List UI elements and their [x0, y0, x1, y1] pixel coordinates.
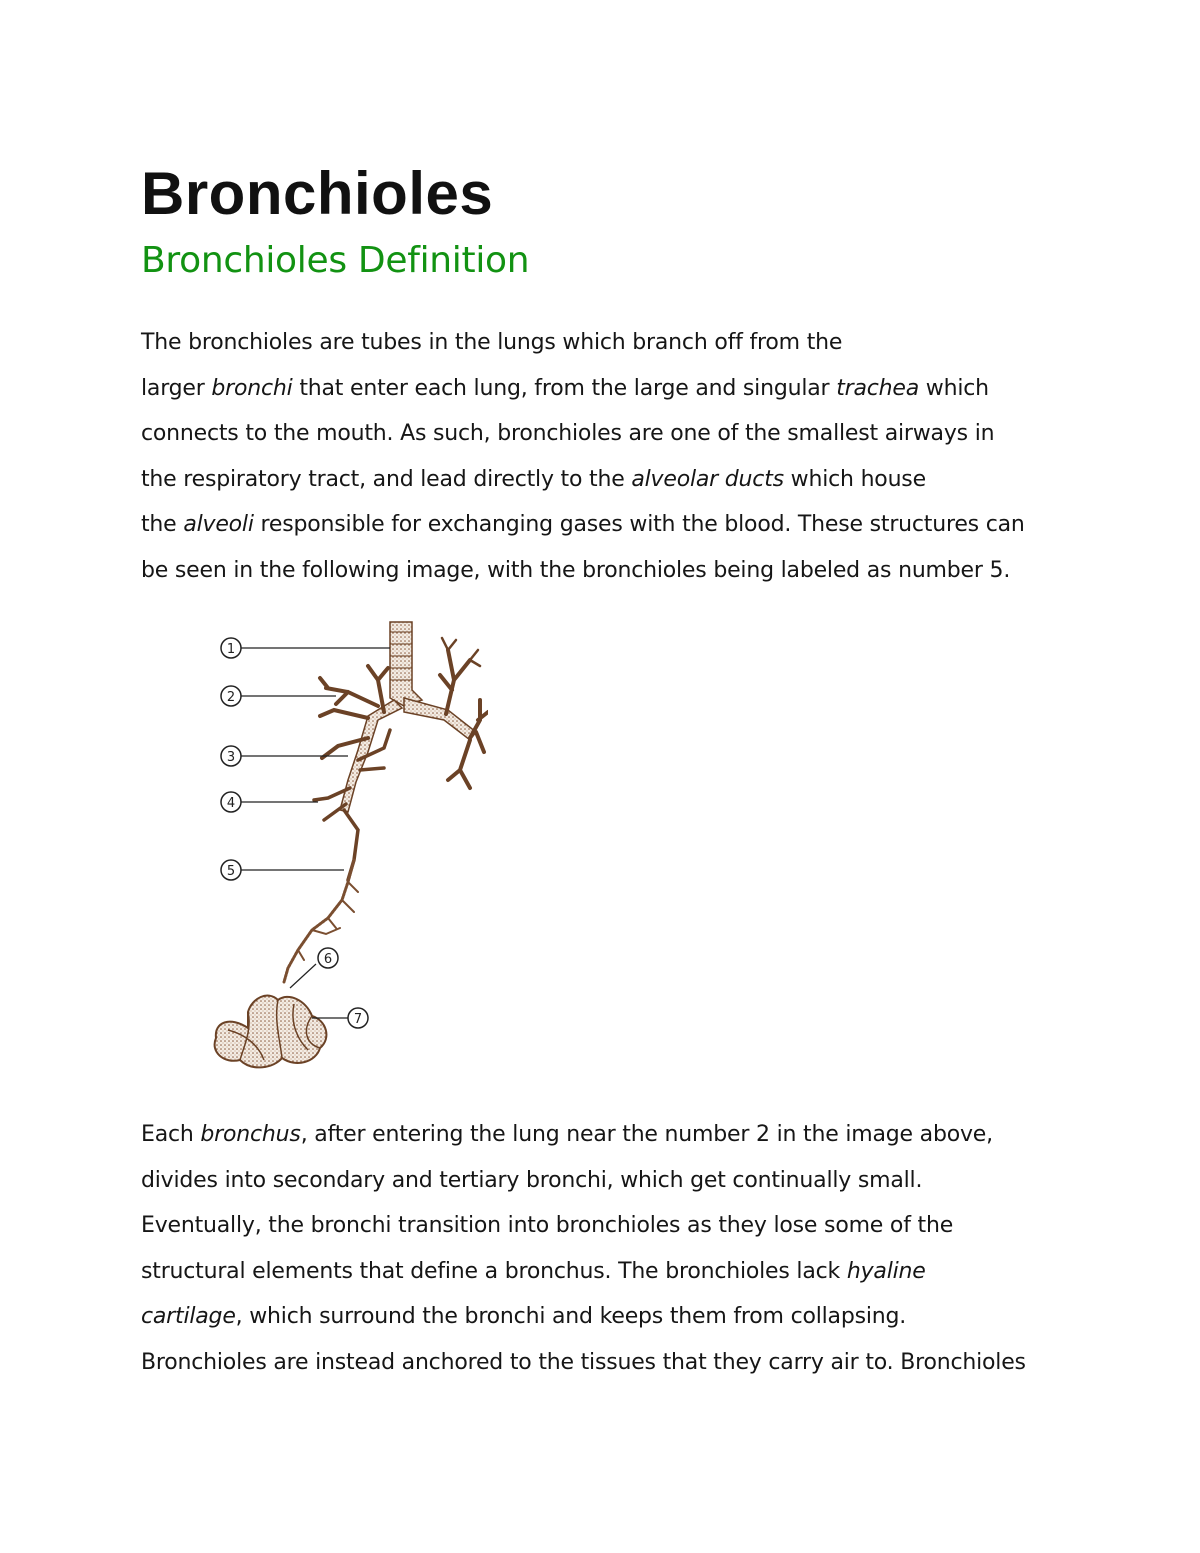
text-run: , which surround the bronchi and keeps them from collapsing. [235, 1304, 907, 1330]
text-run: the respiratory tract, and lead directly to the [141, 466, 632, 492]
text-run: structural elements that define a bronchus. The bronchioles lack [141, 1258, 847, 1284]
text-run: which house [783, 466, 926, 492]
text-line [141, 548, 1081, 594]
italic-term: alveoli [183, 512, 254, 538]
figure-label-text: 1 [226, 642, 236, 657]
text-run: , after entering the lung near the number 2 in the image above, [300, 1122, 993, 1147]
figure-label-text: 2 [226, 690, 236, 705]
right-bronchus-shape [404, 638, 488, 788]
italic-term: trachea [836, 375, 919, 401]
text-run: which [919, 375, 989, 401]
text-run: divides into secondary and tertiary bronchi, which get continually small. [141, 1167, 923, 1193]
text-line [141, 457, 1081, 503]
text-run: larger [141, 375, 212, 401]
section-heading: Bronchioles Definition [141, 240, 530, 281]
bronchial-tree-illustration [208, 620, 488, 1070]
figure-label-3 [221, 746, 241, 766]
text-line [141, 320, 1081, 366]
figure-label-1 [221, 638, 241, 658]
paragraph-intro [141, 320, 1081, 594]
text-line [141, 411, 1081, 457]
text-line [141, 1249, 1081, 1295]
trachea-shape [390, 622, 422, 706]
text-line [141, 1294, 1081, 1340]
italic-term: bronchi [211, 375, 293, 401]
text-line [141, 1158, 1081, 1204]
italic-term: bronchus [200, 1122, 301, 1147]
text-run: Bronchioles are instead anchored to the tissues that they carry air to. Bronchioles [141, 1349, 1026, 1375]
figure-label-text: 5 [226, 864, 236, 879]
text-line [141, 502, 1081, 548]
text-run: the [141, 512, 184, 538]
text-line [141, 1340, 1081, 1386]
text-run: that enter each lung, from the large and singular [292, 375, 837, 401]
figure-label-2 [221, 686, 241, 706]
text-run: Each [141, 1122, 201, 1147]
text-run: be seen in the following image, with the bronchioles being labeled as number 5. [141, 557, 1011, 583]
left-bronchus-shape [314, 666, 402, 880]
text-line [141, 366, 1081, 412]
paragraph-bronchus [141, 1112, 1081, 1386]
page-title: Bronchioles [141, 160, 494, 227]
italic-term: alveolar ducts [631, 466, 784, 492]
italic-term: cartilage [141, 1304, 236, 1330]
text-run: Eventually, the bronchi transition into bronchioles as they lose some of the [141, 1213, 954, 1239]
figure-label-4 [221, 792, 241, 812]
figure-label-7 [348, 1008, 368, 1028]
figure-label-6 [318, 948, 338, 968]
figure-label-text: 3 [226, 750, 236, 765]
figure-label-text: 6 [323, 952, 333, 967]
text-run: The bronchioles are tubes in the lungs which branch off from the [141, 330, 843, 355]
alveolar-sac-shape [215, 996, 327, 1068]
text-line [141, 1112, 1081, 1158]
text-run: connects to the mouth. As such, bronchioles are one of the smallest airways in [141, 421, 995, 447]
figure-label-5 [221, 860, 241, 880]
text-run: responsible for exchanging gases with the blood. These structures can [253, 512, 1025, 538]
label-lines [241, 648, 390, 1018]
italic-term: hyaline [846, 1258, 926, 1284]
figure-label-text: 7 [353, 1012, 363, 1027]
figure-label-text: 4 [226, 796, 236, 811]
text-line [141, 1203, 1081, 1249]
